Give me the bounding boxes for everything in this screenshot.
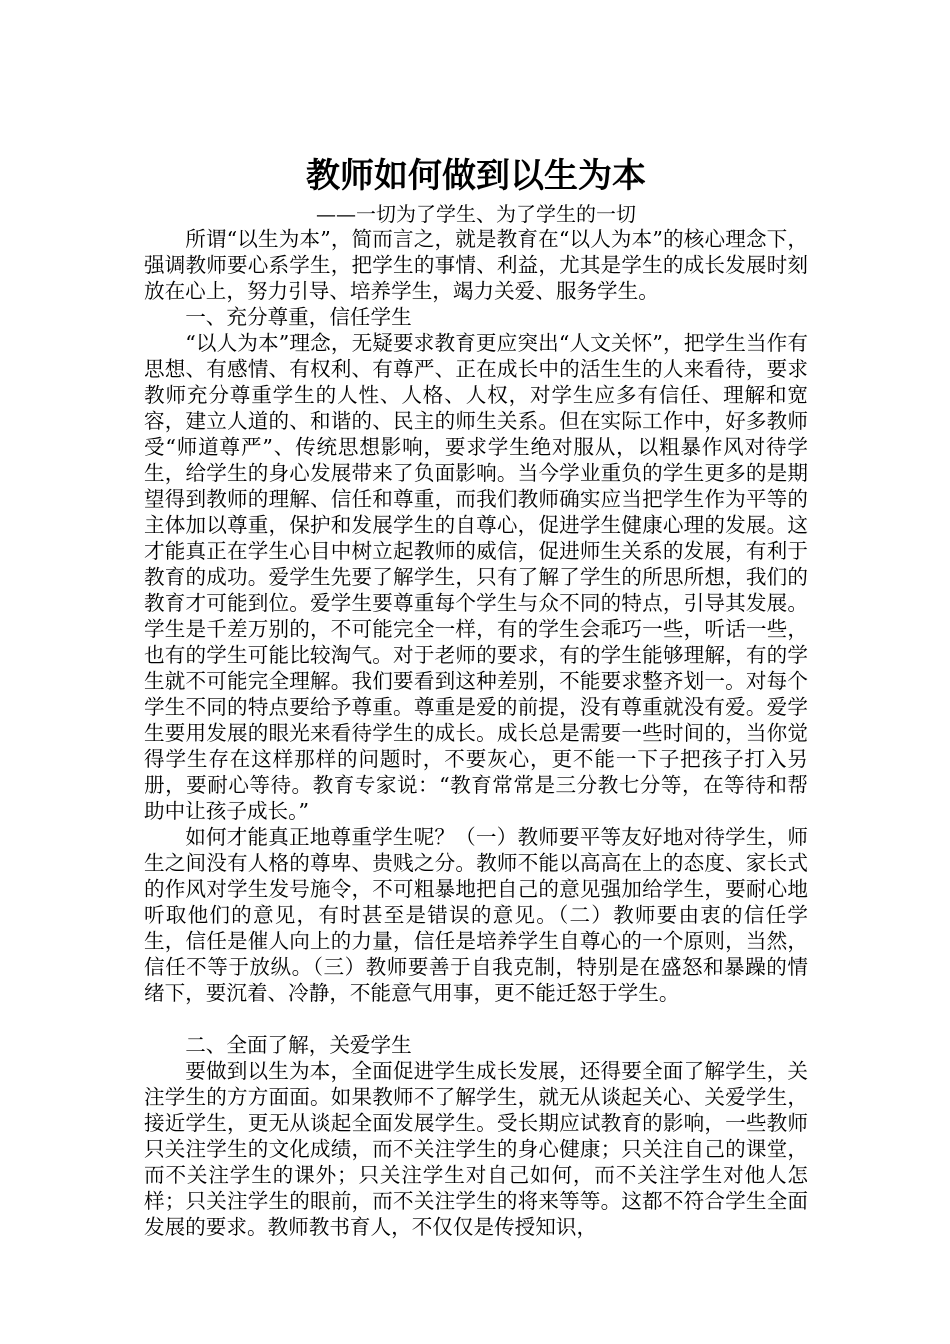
section1-heading: 一、充分尊重，信任学生 (185, 305, 412, 329)
document-page (144, 150, 808, 1240)
section1-paragraph-1: “以人为本”理念，无疑要求教育更应突出“人文关怀”，把学生当作有思想、有感情、有权利、有尊严、正在成长中的活生生的人来看待，要求教师充分尊重学生的人性、人格、人权，对学生应多有信任、理解和宽容，建立人道的、和谐的、民主的师生关系。但在实际工作中，好多教师受“师道尊严”、传统思想影响，要求学生绝对服从，以粗暴作风对待学生，给学生的身心发展带来了负面影响。当今学业重负的学生更多的是期望得到教师的理解、信任和尊重，而我们教师确实应当把学生作为平等的主体加以尊重，保护和发展学生的自尊心，促进学生健康心理的发展。这才能真正在学生心目中树立起教师的威信，促进师生关系的发展，有利于教育的成功。爱学生先要了解学生，只有了解了学生的所思所想，我们的教育才可能到位。爱学生要尊重每个学生与众不同的特点，引导其发展。学生是千差万别的，不可能完全一样，有的学生会乖巧一些，听话一些，也有的学生可能比较淘气。对于老师的要求，有的学生能够理解，有的学生就不可能完全理解。我们要看到这种差别，不能要求整齐划一。对每个学生不同的特点要给予尊重。尊重是爱的前提，没有尊重就没有爱。爱学生要用发展的眼光来看待学生的成长。成长总是需要一些时间的，当你觉得学生存在这样那样的问题时，不要灰心，更不能一下子把孩子打入另册，要耐心等待。教育专家说：“教育常常是三分教七分等，在等待和帮助中让孩子成长。” (144, 331, 808, 823)
section2-paragraph-1: 要做到以生为本，全面促进学生成长发展，还得要全面了解学生，关注学生的方方面面。如果教师不了解学生，就无从谈起关心、关爱学生，接近学生，更无从谈起全面发展学生。受长期应试教育的影响，一些教师只关注学生的文化成绩，而不关注学生的身心健康；只关注自己的课堂，而不关注学生的课外；只关注学生对自己如何，而不关注学生对他人怎样；只关注学生的眼前，而不关注学生的将来等等。这都不符合学生全面发展的要求。教师教书育人，不仅仅是传授知识， (144, 1059, 808, 1239)
paragraph-gap (144, 1006, 808, 1032)
intro-paragraph: 所谓“以生为本”，简而言之，就是教育在“以人为本”的核心理念下，强调教师要心系学生，把学生的事情、利益，尤其是学生的成长发展时刻放在心上，努力引导、培养学生，竭力关爱、服务学生。 (144, 227, 808, 303)
document-subtitle: ——一切为了学生、为了学生的一切 (316, 202, 636, 226)
document-title: 教师如何做到以生为本 (306, 156, 646, 196)
section2-heading: 二、全面了解，关爱学生 (185, 1033, 412, 1057)
section1-paragraph-2: 如何才能真正地尊重学生呢？（一）教师要平等友好地对待学生，师生之间没有人格的尊卑、贵贱之分。教师不能以高高在上的态度、家长式的作风对学生发号施令，不可粗暴地把自己的意见强加给学生，要耐心地听取他们的意见，有时甚至是错误的意见。（二）教师要由衷的信任学生，信任是催人向上的力量，信任是培养学生自尊心的一个原则，当然，信任不等于放纵。（三）教师要善于自我克制，特别是在盛怒和暴躁的情绪下，要沉着、冷静，不能意气用事，更不能迁怒于学生。 (144, 825, 808, 1005)
